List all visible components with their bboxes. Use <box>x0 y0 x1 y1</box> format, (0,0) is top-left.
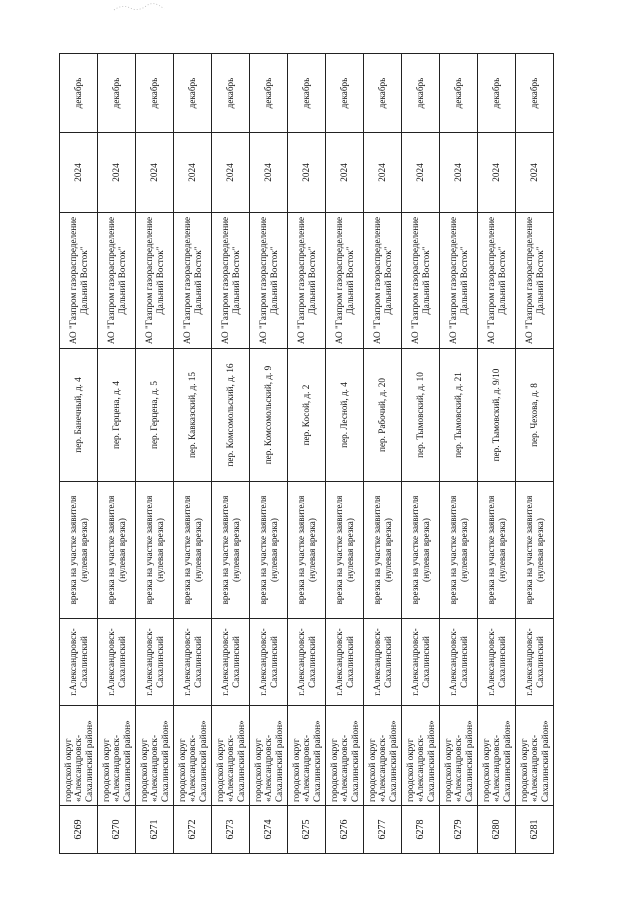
month-cell <box>212 54 250 133</box>
row-number-cell <box>98 806 136 854</box>
address: пер. Герцена, д. 5 <box>149 381 160 449</box>
city-name: г.Александровск-Сахалинский <box>372 628 393 696</box>
address-cell <box>136 349 174 482</box>
row-number-cell <box>478 806 516 854</box>
year: 2024 <box>187 163 198 182</box>
row-number-cell <box>516 806 554 854</box>
table-row <box>440 54 478 854</box>
work-type: врезка на участке заявителя (нулевая врезка) <box>258 495 279 605</box>
work-type-cell <box>402 482 440 619</box>
row-number-cell <box>402 806 440 854</box>
city-name: г.Александровск-Сахалинский <box>296 628 317 696</box>
work-type-cell <box>136 482 174 619</box>
city-cell <box>440 619 478 706</box>
row-number-cell <box>174 806 212 854</box>
month-cell <box>288 54 326 133</box>
table-row <box>516 54 554 854</box>
row-number-cell <box>60 806 98 854</box>
year: 2024 <box>339 163 350 182</box>
address-cell <box>326 349 364 482</box>
year-cell <box>250 133 288 213</box>
organization: АО "Газпром газораспределение Дальний Восток" <box>144 216 165 345</box>
address: пер. Комсомольский, д. 9 <box>263 365 274 465</box>
address-cell <box>60 349 98 482</box>
district-cell <box>364 706 402 806</box>
work-type-cell <box>212 482 250 619</box>
organization-cell <box>60 213 98 349</box>
district-name: городской округ «Александровск-Сахалинский район» <box>405 720 436 802</box>
address: пер. Кавказский, д. 15 <box>187 371 198 459</box>
year: 2024 <box>301 163 312 182</box>
city-cell <box>98 619 136 706</box>
district-cell <box>250 706 288 806</box>
district-name: городской округ «Александровск-Сахалинский район» <box>63 720 94 802</box>
address: пер. Комсомольский, д. 16 <box>225 363 236 467</box>
work-type: врезка на участке заявителя (нулевая врезка) <box>68 495 89 605</box>
organization: АО "Газпром газораспределение Дальний Восток" <box>448 216 469 345</box>
work-type-cell <box>288 482 326 619</box>
address: пер. Чехова, д. 8 <box>529 383 540 447</box>
address: пер. Тымовский, д. 9/10 <box>491 368 502 462</box>
district-cell <box>60 706 98 806</box>
row-number-cell <box>136 806 174 854</box>
row-number-cell <box>440 806 478 854</box>
organization: АО "Газпром газораспределение Дальний Восток" <box>410 216 431 345</box>
district-name: городской округ «Александровск-Сахалинский район» <box>253 720 284 802</box>
month: декабрь <box>529 77 540 109</box>
work-type-cell <box>98 482 136 619</box>
year-cell <box>364 133 402 213</box>
year: 2024 <box>529 163 540 182</box>
district-name: городской округ «Александровск-Сахалинский район» <box>481 720 512 802</box>
address-cell <box>516 349 554 482</box>
work-type-cell <box>478 482 516 619</box>
work-type: врезка на участке заявителя (нулевая врезка) <box>524 495 545 605</box>
address: пер. Банечный, д. 4 <box>73 377 84 453</box>
table-row <box>136 54 174 854</box>
work-type: врезка на участке заявителя (нулевая врезка) <box>334 495 355 605</box>
year: 2024 <box>111 163 122 182</box>
organization-cell <box>516 213 554 349</box>
month: декабрь <box>225 77 236 109</box>
organization: АО "Газпром газораспределение Дальний Восток" <box>220 216 241 345</box>
district-cell <box>402 706 440 806</box>
district-name: городской округ «Александровск-Сахалинский район» <box>367 720 398 802</box>
month-cell <box>98 54 136 133</box>
work-type-cell <box>440 482 478 619</box>
city-name: г.Александровск-Сахалинский <box>220 628 241 696</box>
table-row <box>250 54 288 854</box>
city-cell <box>402 619 440 706</box>
work-type: врезка на участке заявителя (нулевая врезка) <box>182 495 203 605</box>
year: 2024 <box>263 163 274 182</box>
work-type: врезка на участке заявителя (нулевая врезка) <box>106 495 127 605</box>
organization-cell <box>136 213 174 349</box>
city-name: г.Александровск-Сахалинский <box>258 628 279 696</box>
row-number-cell <box>250 806 288 854</box>
district-cell <box>440 706 478 806</box>
city-cell <box>250 619 288 706</box>
year-cell <box>60 133 98 213</box>
month: декабрь <box>377 77 388 109</box>
address-cell <box>98 349 136 482</box>
gas-connection-table <box>59 53 554 854</box>
row-number: 6277 <box>376 819 388 840</box>
district-name: городской округ «Александровск-Сахалинский район» <box>519 720 550 802</box>
year: 2024 <box>491 163 502 182</box>
table-row <box>60 54 98 854</box>
organization: АО "Газпром газораспределение Дальний Восток" <box>182 216 203 345</box>
row-number: 6279 <box>452 819 464 840</box>
month-cell <box>60 54 98 133</box>
city-cell <box>364 619 402 706</box>
address-cell <box>440 349 478 482</box>
city-cell <box>326 619 364 706</box>
month-cell <box>516 54 554 133</box>
city-name: г.Александровск-Сахалинский <box>448 628 469 696</box>
row-number: 6271 <box>148 819 160 840</box>
year: 2024 <box>149 163 160 182</box>
table-row <box>478 54 516 854</box>
work-type-cell <box>516 482 554 619</box>
work-type-cell <box>364 482 402 619</box>
row-number-cell <box>326 806 364 854</box>
address: пер. Косой, д. 2 <box>301 384 312 446</box>
month-cell <box>326 54 364 133</box>
organization: АО "Газпром газораспределение Дальний Восток" <box>486 216 507 345</box>
month: декабрь <box>491 77 502 109</box>
organization-cell <box>402 213 440 349</box>
row-number: 6272 <box>186 819 198 840</box>
address-cell <box>212 349 250 482</box>
organization-cell <box>250 213 288 349</box>
row-number: 6276 <box>338 819 350 840</box>
district-cell <box>326 706 364 806</box>
row-number-cell <box>364 806 402 854</box>
organization-cell <box>478 213 516 349</box>
city-name: г.Александровск-Сахалинский <box>68 628 89 696</box>
table-body <box>60 54 554 854</box>
row-number: 6270 <box>110 819 122 840</box>
district-cell <box>516 706 554 806</box>
month-cell <box>364 54 402 133</box>
address-cell <box>288 349 326 482</box>
month: декабрь <box>111 77 122 109</box>
city-cell <box>478 619 516 706</box>
city-name: г.Александровск-Сахалинский <box>182 628 203 696</box>
row-number-cell <box>212 806 250 854</box>
year-cell <box>174 133 212 213</box>
city-cell <box>516 619 554 706</box>
month: декабрь <box>453 77 464 109</box>
city-cell <box>174 619 212 706</box>
year-cell <box>516 133 554 213</box>
work-type: врезка на участке заявителя (нулевая врезка) <box>410 495 431 605</box>
district-cell <box>136 706 174 806</box>
month: декабрь <box>415 77 426 109</box>
city-name: г.Александровск-Сахалинский <box>106 628 127 696</box>
district-name: городской округ «Александровск-Сахалинский район» <box>291 720 322 802</box>
district-cell <box>98 706 136 806</box>
year: 2024 <box>73 163 84 182</box>
work-type-cell <box>174 482 212 619</box>
organization-cell <box>98 213 136 349</box>
month-cell <box>250 54 288 133</box>
year: 2024 <box>415 163 426 182</box>
year-cell <box>136 133 174 213</box>
month: декабрь <box>73 77 84 109</box>
year: 2024 <box>377 163 388 182</box>
organization-cell <box>174 213 212 349</box>
table-row <box>402 54 440 854</box>
work-type: врезка на участке заявителя (нулевая врезка) <box>144 495 165 605</box>
row-number: 6269 <box>72 819 84 840</box>
district-name: городской округ «Александровск-Сахалинский район» <box>329 720 360 802</box>
district-name: городской округ «Александровск-Сахалинский район» <box>443 720 474 802</box>
district-name: городской округ «Александровск-Сахалинский район» <box>177 720 208 802</box>
month-cell <box>478 54 516 133</box>
district-name: городской округ «Александровск-Сахалинский район» <box>139 720 170 802</box>
address: пер. Тымовский, д. 21 <box>453 372 464 458</box>
row-number: 6281 <box>528 819 540 840</box>
organization-cell <box>364 213 402 349</box>
row-number: 6280 <box>490 819 502 840</box>
organization: АО "Газпром газораспределение Дальний Восток" <box>524 216 545 345</box>
table-row <box>212 54 250 854</box>
organization-cell <box>288 213 326 349</box>
address: пер. Тымовский, д. 10 <box>415 372 426 458</box>
year-cell <box>98 133 136 213</box>
row-number: 6275 <box>300 819 312 840</box>
district-cell <box>288 706 326 806</box>
row-number: 6274 <box>262 819 274 840</box>
work-type-cell <box>250 482 288 619</box>
row-number: 6278 <box>414 819 426 840</box>
month: декабрь <box>187 77 198 109</box>
table-row <box>326 54 364 854</box>
organization: АО "Газпром газораспределение Дальний Восток" <box>68 216 89 345</box>
row-number: 6273 <box>224 819 236 840</box>
work-type: врезка на участке заявителя (нулевая врезка) <box>486 495 507 605</box>
city-name: г.Александровск-Сахалинский <box>486 628 507 696</box>
address-cell <box>364 349 402 482</box>
table-row <box>174 54 212 854</box>
organization: АО "Газпром газораспределение Дальний Восток" <box>296 216 317 345</box>
month-cell <box>136 54 174 133</box>
year-cell <box>478 133 516 213</box>
address-cell <box>402 349 440 482</box>
city-name: г.Александровск-Сахалинский <box>144 628 165 696</box>
month-cell <box>174 54 212 133</box>
organization: АО "Газпром газораспределение Дальний Восток" <box>334 216 355 345</box>
work-type-cell <box>326 482 364 619</box>
district-name: городской округ «Александровск-Сахалинский район» <box>101 720 132 802</box>
rotated-table-container <box>59 54 554 854</box>
organization-cell <box>212 213 250 349</box>
address: пер. Лесной, д. 4 <box>339 382 350 448</box>
district-cell <box>212 706 250 806</box>
table-row <box>288 54 326 854</box>
work-type: врезка на участке заявителя (нулевая врезка) <box>448 495 469 605</box>
work-type: врезка на участке заявителя (нулевая врезка) <box>296 495 317 605</box>
organization-cell <box>326 213 364 349</box>
address: пер. Рабочий, д. 20 <box>377 378 388 452</box>
organization: АО "Газпром газораспределение Дальний Восток" <box>258 216 279 345</box>
work-type-cell <box>60 482 98 619</box>
year: 2024 <box>453 163 464 182</box>
table-row <box>364 54 402 854</box>
city-cell <box>136 619 174 706</box>
month: декабрь <box>263 77 274 109</box>
year-cell <box>212 133 250 213</box>
month: декабрь <box>339 77 350 109</box>
city-name: г.Александровск-Сахалинский <box>524 628 545 696</box>
month-cell <box>440 54 478 133</box>
district-cell <box>174 706 212 806</box>
city-cell <box>288 619 326 706</box>
scan-artifact <box>112 0 172 14</box>
city-cell <box>60 619 98 706</box>
address-cell <box>250 349 288 482</box>
row-number-cell <box>288 806 326 854</box>
year: 2024 <box>225 163 236 182</box>
year-cell <box>440 133 478 213</box>
city-cell <box>212 619 250 706</box>
month: декабрь <box>149 77 160 109</box>
work-type: врезка на участке заявителя (нулевая врезка) <box>372 495 393 605</box>
year-cell <box>326 133 364 213</box>
table-row <box>98 54 136 854</box>
work-type: врезка на участке заявителя (нулевая врезка) <box>220 495 241 605</box>
month-cell <box>402 54 440 133</box>
month: декабрь <box>301 77 312 109</box>
organization: АО "Газпром газораспределение Дальний Восток" <box>106 216 127 345</box>
organization-cell <box>440 213 478 349</box>
organization: АО "Газпром газораспределение Дальний Восток" <box>372 216 393 345</box>
year-cell <box>288 133 326 213</box>
district-name: городской округ «Александровск-Сахалинский район» <box>215 720 246 802</box>
district-cell <box>478 706 516 806</box>
city-name: г.Александровск-Сахалинский <box>334 628 355 696</box>
city-name: г.Александровск-Сахалинский <box>410 628 431 696</box>
year-cell <box>402 133 440 213</box>
address-cell <box>174 349 212 482</box>
address: пер. Герцена, д. 4 <box>111 381 122 449</box>
address-cell <box>478 349 516 482</box>
